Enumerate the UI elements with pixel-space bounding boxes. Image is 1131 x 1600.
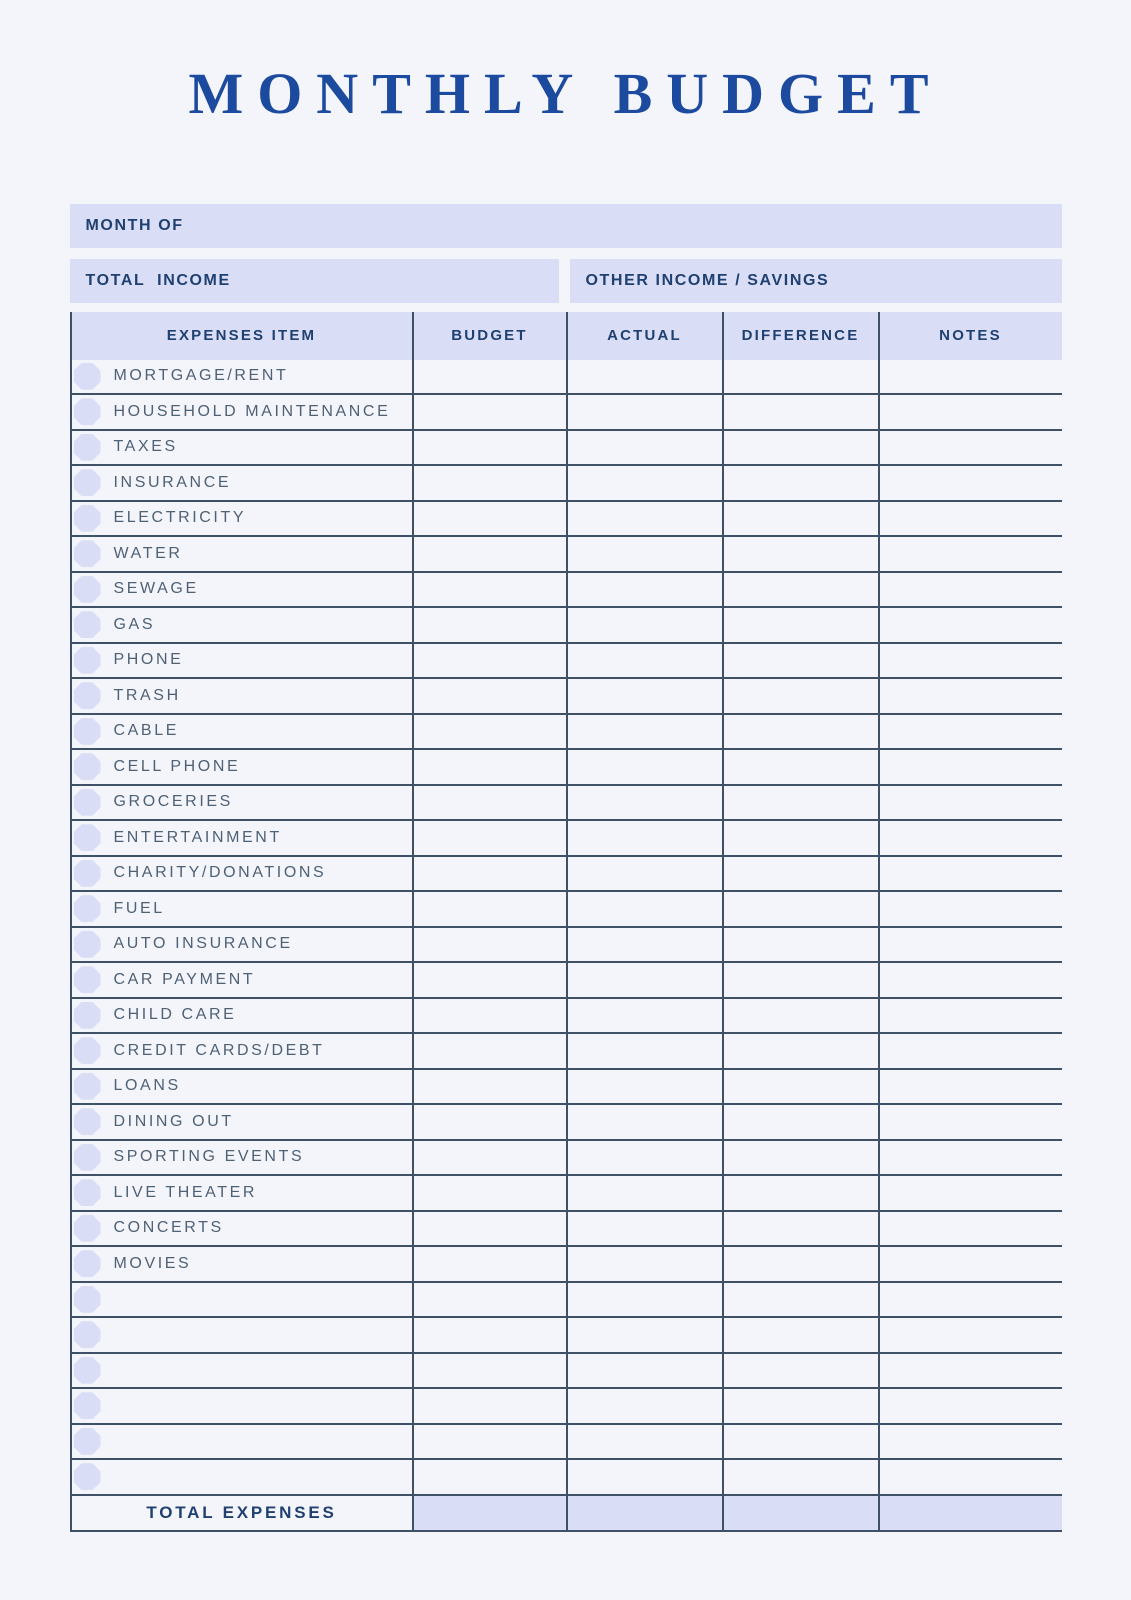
- bullet-icon: [74, 895, 101, 922]
- expense-item-cell: [70, 963, 412, 999]
- table-row: [70, 644, 1062, 680]
- expense-item-label: CELL PHONE: [113, 757, 241, 775]
- expense-item-label: MOVIES: [113, 1254, 192, 1272]
- expense-item-cell: [70, 360, 412, 396]
- bullet-icon: [74, 647, 101, 674]
- budget-cell[interactable]: [412, 715, 566, 751]
- expense-item-label: LIVE THEATER: [113, 1183, 258, 1201]
- bullet-icon: [74, 469, 101, 496]
- total-income-label: TOTAL INCOME: [85, 271, 231, 289]
- expense-item-cell: [70, 395, 412, 431]
- income-bars-row: [70, 259, 1062, 303]
- actual-cell[interactable]: [566, 1141, 722, 1177]
- expense-item-cell: [70, 715, 412, 751]
- table-row: [70, 395, 1062, 431]
- notes-cell[interactable]: [878, 466, 1062, 502]
- expense-item-cell: [70, 1105, 412, 1141]
- notes-cell[interactable]: [878, 963, 1062, 999]
- bullet-icon: [74, 860, 101, 887]
- table-row: [70, 821, 1062, 857]
- expense-item-label: FUEL: [113, 899, 165, 917]
- table-row: [70, 1318, 1062, 1354]
- table-row: [70, 857, 1062, 893]
- expense-item-cell: [70, 1212, 412, 1248]
- actual-cell[interactable]: [566, 1247, 722, 1283]
- actual-cell[interactable]: [566, 431, 722, 467]
- bullet-icon: [74, 363, 101, 390]
- notes-cell[interactable]: [878, 1212, 1062, 1248]
- budget-cell[interactable]: [412, 1425, 566, 1461]
- actual-cell[interactable]: [566, 786, 722, 822]
- difference-cell[interactable]: [722, 715, 878, 751]
- bullet-icon: [74, 1002, 101, 1029]
- notes-cell[interactable]: [878, 537, 1062, 573]
- expense-item-label: DINING OUT: [113, 1112, 234, 1130]
- other-income-field[interactable]: [570, 259, 1062, 303]
- expense-item-label: SPORTING EVENTS: [113, 1148, 305, 1166]
- notes-cell[interactable]: [878, 360, 1062, 396]
- bullet-icon: [74, 611, 101, 638]
- notes-cell[interactable]: [878, 786, 1062, 822]
- table-row: [70, 750, 1062, 786]
- expense-item-cell: [70, 928, 412, 964]
- difference-cell[interactable]: [722, 857, 878, 893]
- table-row: [70, 1105, 1062, 1141]
- expense-item-label: MORTGAGE/RENT: [113, 367, 289, 385]
- notes-cell[interactable]: [878, 750, 1062, 786]
- expense-item-cell: [70, 431, 412, 467]
- budget-cell[interactable]: [412, 786, 566, 822]
- bullet-icon: [74, 718, 101, 745]
- budget-cell[interactable]: [412, 750, 566, 786]
- difference-cell[interactable]: [722, 928, 878, 964]
- actual-cell[interactable]: [566, 1460, 722, 1496]
- total-expenses-label: TOTAL EXPENSES: [146, 1502, 337, 1522]
- expense-item-label: CABLE: [113, 722, 179, 740]
- difference-cell[interactable]: [722, 999, 878, 1035]
- notes-cell[interactable]: [878, 431, 1062, 467]
- table-row: [70, 1283, 1062, 1319]
- total-difference-cell[interactable]: [722, 1496, 878, 1532]
- budget-cell[interactable]: [412, 431, 566, 467]
- expense-item-label: HOUSEHOLD MAINTENANCE: [113, 402, 391, 420]
- expense-item-cell: [70, 1283, 412, 1319]
- bullet-icon: [74, 1215, 101, 1242]
- total-notes-cell[interactable]: [878, 1496, 1062, 1532]
- actual-cell[interactable]: [566, 1283, 722, 1319]
- bullet-icon: [74, 1286, 101, 1313]
- expense-item-cell: [70, 1176, 412, 1212]
- notes-cell[interactable]: [878, 1141, 1062, 1177]
- table-row: [70, 1460, 1062, 1496]
- table-row: [70, 360, 1062, 396]
- actual-cell[interactable]: [566, 608, 722, 644]
- difference-cell[interactable]: [722, 786, 878, 822]
- difference-cell[interactable]: [722, 679, 878, 715]
- notes-cell[interactable]: [878, 1425, 1062, 1461]
- bullet-icon: [74, 1037, 101, 1064]
- budget-cell[interactable]: [412, 1212, 566, 1248]
- notes-cell[interactable]: [878, 1389, 1062, 1425]
- total-expenses-label-cell: [70, 1496, 412, 1532]
- expense-item-cell: [70, 821, 412, 857]
- actual-cell[interactable]: [566, 999, 722, 1035]
- table-row: [70, 1389, 1062, 1425]
- difference-cell[interactable]: [722, 1141, 878, 1177]
- difference-cell[interactable]: [722, 750, 878, 786]
- total-budget-cell[interactable]: [412, 1496, 566, 1532]
- difference-cell[interactable]: [722, 360, 878, 396]
- expense-item-label: CHARITY/DONATIONS: [113, 864, 327, 882]
- difference-cell[interactable]: [722, 1070, 878, 1106]
- budget-cell[interactable]: [412, 502, 566, 538]
- budget-cell[interactable]: [412, 395, 566, 431]
- actual-cell[interactable]: [566, 715, 722, 751]
- actual-cell[interactable]: [566, 1070, 722, 1106]
- budget-cell[interactable]: [412, 1389, 566, 1425]
- bullet-icon: [74, 682, 101, 709]
- expense-item-label: GROCERIES: [113, 793, 233, 811]
- actual-cell[interactable]: [566, 644, 722, 680]
- difference-cell[interactable]: [722, 1247, 878, 1283]
- notes-cell[interactable]: [878, 644, 1062, 680]
- expense-item-cell: [70, 892, 412, 928]
- actual-cell[interactable]: [566, 1105, 722, 1141]
- notes-cell[interactable]: [878, 928, 1062, 964]
- notes-cell[interactable]: [878, 1354, 1062, 1390]
- bullet-icon: [74, 1073, 101, 1100]
- budget-cell[interactable]: [412, 1105, 566, 1141]
- expense-item-label: PHONE: [113, 651, 184, 669]
- difference-cell[interactable]: [722, 395, 878, 431]
- budget-cell[interactable]: [412, 1070, 566, 1106]
- actual-cell[interactable]: [566, 963, 722, 999]
- bullet-icon: [74, 824, 101, 851]
- budget-cell[interactable]: [412, 1247, 566, 1283]
- bullet-icon: [74, 434, 101, 461]
- notes-cell[interactable]: [878, 821, 1062, 857]
- table-row: [70, 1176, 1062, 1212]
- total-actual-cell[interactable]: [566, 1496, 722, 1532]
- actual-cell[interactable]: [566, 502, 722, 538]
- table-row: [70, 715, 1062, 751]
- notes-cell[interactable]: [878, 1460, 1062, 1496]
- actual-cell[interactable]: [566, 857, 722, 893]
- table-row: [70, 573, 1062, 609]
- actual-cell[interactable]: [566, 1318, 722, 1354]
- bullet-icon: [74, 1428, 101, 1455]
- difference-cell[interactable]: [722, 608, 878, 644]
- page-title: MONTHLY BUDGET: [188, 61, 943, 126]
- budget-cell[interactable]: [412, 821, 566, 857]
- budget-cell[interactable]: [412, 928, 566, 964]
- table-row: [70, 1354, 1062, 1390]
- actual-cell[interactable]: [566, 1425, 722, 1461]
- expense-item-label: CREDIT CARDS/DEBT: [113, 1041, 325, 1059]
- bullet-icon: [74, 1321, 101, 1348]
- actual-cell[interactable]: [566, 466, 722, 502]
- notes-cell[interactable]: [878, 857, 1062, 893]
- bullet-icon: [74, 398, 101, 425]
- expense-item-label: SEWAGE: [113, 580, 199, 598]
- budget-cell[interactable]: [412, 360, 566, 396]
- expense-item-cell: [70, 1318, 412, 1354]
- notes-cell[interactable]: [878, 1247, 1062, 1283]
- table-row: [70, 928, 1062, 964]
- month-of-label: MONTH OF: [85, 216, 184, 234]
- notes-cell[interactable]: [878, 679, 1062, 715]
- actual-cell[interactable]: [566, 928, 722, 964]
- difference-cell[interactable]: [722, 963, 878, 999]
- actual-cell[interactable]: [566, 821, 722, 857]
- expense-item-cell: [70, 1070, 412, 1106]
- table-row: [70, 963, 1062, 999]
- bullet-icon: [74, 966, 101, 993]
- difference-cell[interactable]: [722, 573, 878, 609]
- notes-cell[interactable]: [878, 999, 1062, 1035]
- budget-cell[interactable]: [412, 1354, 566, 1390]
- column-header-actual: ACTUAL: [566, 312, 722, 360]
- bullet-icon: [74, 1357, 101, 1384]
- expense-item-label: CAR PAYMENT: [113, 970, 256, 988]
- expense-item-cell: [70, 502, 412, 538]
- actual-cell[interactable]: [566, 679, 722, 715]
- expense-item-cell: [70, 786, 412, 822]
- notes-cell[interactable]: [878, 1283, 1062, 1319]
- total-income-field[interactable]: [70, 259, 559, 303]
- bullet-icon: [74, 576, 101, 603]
- actual-cell[interactable]: [566, 750, 722, 786]
- difference-cell[interactable]: [722, 892, 878, 928]
- difference-cell[interactable]: [722, 537, 878, 573]
- notes-cell[interactable]: [878, 715, 1062, 751]
- notes-cell[interactable]: [878, 1176, 1062, 1212]
- table-row: [70, 1212, 1062, 1248]
- table-row: [70, 537, 1062, 573]
- notes-cell[interactable]: [878, 1105, 1062, 1141]
- budget-cell[interactable]: [412, 1460, 566, 1496]
- actual-cell[interactable]: [566, 1389, 722, 1425]
- table-row: [70, 1247, 1062, 1283]
- column-header-budget: BUDGET: [412, 312, 566, 360]
- document-body: [70, 204, 1062, 1532]
- budget-cell[interactable]: [412, 608, 566, 644]
- actual-cell[interactable]: [566, 1034, 722, 1070]
- expense-item-cell: [70, 537, 412, 573]
- bullet-icon: [74, 540, 101, 567]
- expense-item-cell: [70, 679, 412, 715]
- difference-cell[interactable]: [722, 1283, 878, 1319]
- expense-item-label: TRASH: [113, 686, 181, 704]
- actual-cell[interactable]: [566, 892, 722, 928]
- bullet-icon: [74, 1463, 101, 1490]
- budget-cell[interactable]: [412, 1283, 566, 1319]
- expense-item-cell: [70, 999, 412, 1035]
- budget-cell[interactable]: [412, 1176, 566, 1212]
- budget-cell[interactable]: [412, 1318, 566, 1354]
- expense-item-cell: [70, 573, 412, 609]
- difference-cell[interactable]: [722, 644, 878, 680]
- total-expenses-row: [70, 1496, 1062, 1532]
- expense-item-label: WATER: [113, 544, 183, 562]
- expense-rows: [70, 360, 1062, 1496]
- table-row: [70, 1070, 1062, 1106]
- budget-cell[interactable]: [412, 963, 566, 999]
- expenses-table: [70, 312, 1062, 1532]
- expense-item-cell: [70, 1247, 412, 1283]
- expense-item-label: INSURANCE: [113, 473, 232, 491]
- expense-item-label: CONCERTS: [113, 1219, 224, 1237]
- budget-cell[interactable]: [412, 537, 566, 573]
- expense-item-cell: [70, 1034, 412, 1070]
- budget-cell[interactable]: [412, 466, 566, 502]
- expense-item-cell: [70, 1141, 412, 1177]
- difference-cell[interactable]: [722, 1105, 878, 1141]
- notes-cell[interactable]: [878, 892, 1062, 928]
- expense-item-label: ENTERTAINMENT: [113, 828, 282, 846]
- bullet-icon: [74, 1179, 101, 1206]
- expense-item-cell: [70, 1389, 412, 1425]
- bullet-icon: [74, 1144, 101, 1171]
- notes-cell[interactable]: [878, 573, 1062, 609]
- difference-cell[interactable]: [722, 466, 878, 502]
- actual-cell[interactable]: [566, 1212, 722, 1248]
- other-income-label: OTHER INCOME / SAVINGS: [585, 271, 830, 289]
- table-row: [70, 999, 1062, 1035]
- notes-cell[interactable]: [878, 502, 1062, 538]
- budget-cell[interactable]: [412, 573, 566, 609]
- notes-cell[interactable]: [878, 1070, 1062, 1106]
- expense-item-label: LOANS: [113, 1077, 181, 1095]
- expense-item-label: TAXES: [113, 438, 178, 456]
- column-header-difference: DIFFERENCE: [722, 312, 878, 360]
- difference-cell[interactable]: [722, 1176, 878, 1212]
- table-header-row: [70, 312, 1062, 360]
- actual-cell[interactable]: [566, 573, 722, 609]
- table-row: [70, 679, 1062, 715]
- notes-cell[interactable]: [878, 395, 1062, 431]
- expense-item-cell: [70, 1460, 412, 1496]
- expense-item-label: GAS: [113, 615, 156, 633]
- budget-cell[interactable]: [412, 857, 566, 893]
- bullet-icon: [74, 1108, 101, 1135]
- budget-cell[interactable]: [412, 1141, 566, 1177]
- expense-item-cell: [70, 644, 412, 680]
- difference-cell[interactable]: [722, 431, 878, 467]
- budget-cell[interactable]: [412, 1034, 566, 1070]
- budget-cell[interactable]: [412, 892, 566, 928]
- expense-item-cell: [70, 1425, 412, 1461]
- table-row: [70, 502, 1062, 538]
- expense-item-cell: [70, 608, 412, 644]
- difference-cell[interactable]: [722, 1354, 878, 1390]
- notes-cell[interactable]: [878, 1034, 1062, 1070]
- table-row: [70, 608, 1062, 644]
- expense-item-label: CHILD CARE: [113, 1006, 237, 1024]
- bullet-icon: [74, 931, 101, 958]
- month-of-field[interactable]: [70, 204, 1062, 248]
- table-row: [70, 1141, 1062, 1177]
- budget-cell[interactable]: [412, 999, 566, 1035]
- table-row: [70, 1425, 1062, 1461]
- table-row: [70, 892, 1062, 928]
- expense-item-label: AUTO INSURANCE: [113, 935, 293, 953]
- actual-cell[interactable]: [566, 1176, 722, 1212]
- bullet-icon: [74, 505, 101, 532]
- budget-cell[interactable]: [412, 679, 566, 715]
- difference-cell[interactable]: [722, 1212, 878, 1248]
- difference-cell[interactable]: [722, 1460, 878, 1496]
- column-header-notes: NOTES: [878, 312, 1062, 360]
- bullet-icon: [74, 753, 101, 780]
- notes-cell[interactable]: [878, 608, 1062, 644]
- difference-cell[interactable]: [722, 821, 878, 857]
- expense-item-cell: [70, 857, 412, 893]
- actual-cell[interactable]: [566, 360, 722, 396]
- actual-cell[interactable]: [566, 537, 722, 573]
- table-row: [70, 786, 1062, 822]
- bullet-icon: [74, 1392, 101, 1419]
- budget-cell[interactable]: [412, 644, 566, 680]
- bullet-icon: [74, 789, 101, 816]
- table-row: [70, 466, 1062, 502]
- expense-item-label: ELECTRICITY: [113, 509, 247, 527]
- bullet-icon: [74, 1250, 101, 1277]
- expense-item-cell: [70, 750, 412, 786]
- actual-cell[interactable]: [566, 395, 722, 431]
- difference-cell[interactable]: [722, 1318, 878, 1354]
- expense-item-cell: [70, 466, 412, 502]
- difference-cell[interactable]: [722, 1034, 878, 1070]
- table-row: [70, 431, 1062, 467]
- column-header-expenses-item: EXPENSES ITEM: [70, 312, 412, 360]
- difference-cell[interactable]: [722, 1389, 878, 1425]
- notes-cell[interactable]: [878, 1318, 1062, 1354]
- difference-cell[interactable]: [722, 502, 878, 538]
- table-row: [70, 1034, 1062, 1070]
- actual-cell[interactable]: [566, 1354, 722, 1390]
- difference-cell[interactable]: [722, 1425, 878, 1461]
- expense-item-cell: [70, 1354, 412, 1390]
